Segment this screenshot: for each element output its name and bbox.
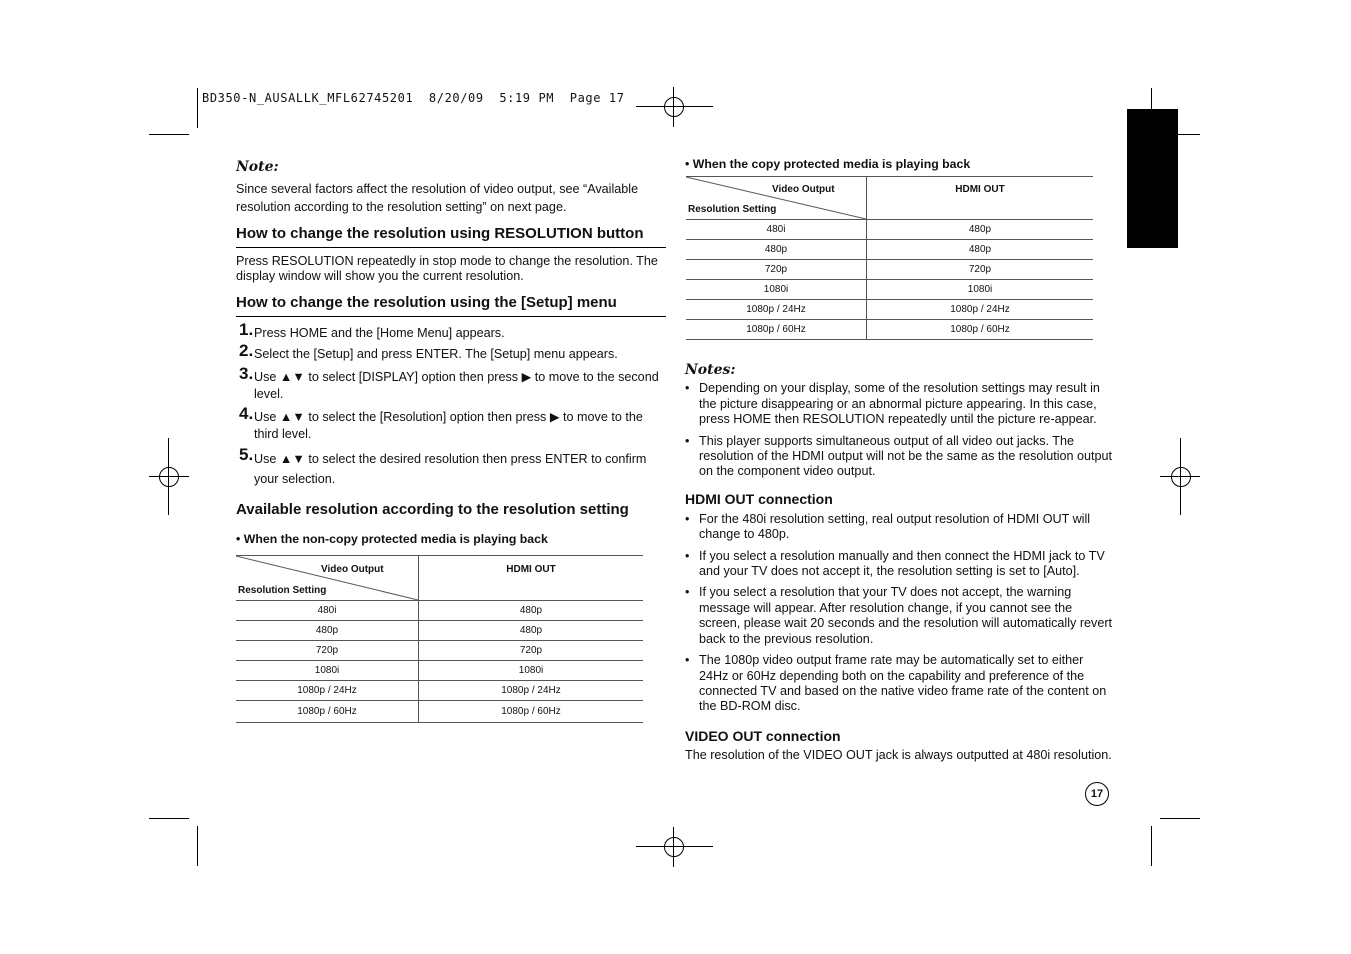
step-number: 2. xyxy=(239,341,254,360)
right-column xyxy=(685,363,1113,763)
header-hdmi-out: HDMI OUT xyxy=(867,177,1094,220)
hdmi-section-title: HDMI OUT connection xyxy=(685,490,833,507)
step-number: 3. xyxy=(239,363,254,383)
left-column xyxy=(236,160,666,547)
list-item: • This player supports simultaneous output of all video out jacks. The resolution of the HDMI output will not be the same as the resolution output on the component video output. xyxy=(685,434,1113,480)
step-text: Use ▲▼ to select the [Resolution] option then press ▶ to move to the third level. xyxy=(254,409,643,441)
table-row: 1080i 1080i xyxy=(686,280,1093,300)
table-caption-copy: • When the copy protected media is playing back xyxy=(685,157,971,171)
table-row: 1080p / 24Hz 1080p / 24Hz xyxy=(686,300,1093,320)
step-item xyxy=(236,319,666,342)
note-text: Since several factors affect the resolution of video output, see “Available resolution according to the resolution setting” on next page. xyxy=(236,181,639,214)
table-row: 1080p / 60Hz 1080p / 60Hz xyxy=(686,320,1093,340)
table-caption-noncopy: • When the non-copy protected media is playing back xyxy=(236,531,548,546)
video-out-text: The resolution of the VIDEO OUT jack is always outputted at 480i resolution. xyxy=(685,747,1112,762)
header-video-output: Video Output xyxy=(321,564,384,575)
resolution-table-copy xyxy=(686,176,1093,340)
list-item: • For the 480i resolution setting, real output resolution of HDMI OUT will change to 480p. xyxy=(685,512,1113,543)
section-title-resolution-button: How to change the resolution using RESOLUTION button xyxy=(236,224,666,248)
step-item xyxy=(236,403,666,443)
step-number: 4. xyxy=(239,403,254,423)
step-item xyxy=(236,341,666,363)
list-item: • If you select a resolution that your TV does not accept, the warning message will appear. After resolution change, if you cannot see the screen, please wait 20 seconds and the resolution will automatically revert back to the previous resolution. xyxy=(685,585,1113,647)
notes-title: Notes: xyxy=(685,362,736,378)
table-header-row xyxy=(236,556,643,601)
table-row: 480p 480p xyxy=(236,621,643,641)
page-number: 17 xyxy=(1085,782,1109,806)
list-item: • Depending on your display, some of the resolution settings may result in the picture disappearing or an abnormal picture appearing. In this case, press HOME then RESOLUTION repeatedly until the picture re-appear. xyxy=(685,381,1113,427)
header-resolution-setting: Resolution Setting xyxy=(688,204,777,215)
steps-list xyxy=(236,319,666,489)
notes-list xyxy=(685,381,1113,479)
header-resolution-setting: Resolution Setting xyxy=(238,585,327,596)
step-text: Use ▲▼ to select the desired resolution then press ENTER to confirm your selection. xyxy=(254,451,647,486)
table-row: 1080p / 60Hz 1080p / 60Hz xyxy=(236,701,643,723)
note-title: Note: xyxy=(236,159,279,175)
resolution-table-noncopy xyxy=(236,555,643,723)
section-text-resolution-button: Press RESOLUTION repeatedly in stop mode to change the resolution. The display window will show you the current resolution. xyxy=(236,253,658,283)
list-item: • The 1080p video output frame rate may be automatically set to either 24Hz or 60Hz depending both on the capability and preference of the connected TV and based on the native video frame rate of the content on the BD-ROM disc. xyxy=(685,653,1113,715)
table-row: 720p 720p xyxy=(236,641,643,661)
section-title-available-resolution: Available resolution according to the resolution setting xyxy=(236,500,629,518)
table-header-row xyxy=(686,177,1093,220)
chapter-tab xyxy=(1127,109,1178,248)
table-row: 480p 480p xyxy=(686,240,1093,260)
header-video-output: Video Output xyxy=(772,184,835,195)
step-text: Select the [Setup] and press ENTER. The [Setup] menu appears. xyxy=(254,347,618,361)
step-text: Press HOME and the [Home Menu] appears. xyxy=(254,325,505,340)
table-row: 480i 480p xyxy=(236,601,643,621)
table-row: 720p 720p xyxy=(686,260,1093,280)
step-item xyxy=(236,444,666,489)
step-number: 1. xyxy=(239,319,254,339)
step-text: Use ▲▼ to select [DISPLAY] option then press ▶ to move to the second level. xyxy=(254,369,659,401)
table-row: 1080i 1080i xyxy=(236,661,643,681)
list-item: • If you select a resolution manually and then connect the HDMI jack to TV and your TV does not accept it, the resolution setting is set to [Auto]. xyxy=(685,549,1113,580)
print-slug: BD350-N_AUSALLK_MFL62745201 8/20/09 5:19 PM Page 17 xyxy=(202,91,625,105)
step-item xyxy=(236,363,666,403)
table-row: 1080p / 24Hz 1080p / 24Hz xyxy=(236,681,643,701)
header-hdmi-out: HDMI OUT xyxy=(419,556,644,601)
video-out-section-title: VIDEO OUT connection xyxy=(685,727,841,744)
hdmi-bullet-list xyxy=(685,512,1113,715)
step-number: 5. xyxy=(239,444,254,464)
table-row: 480i 480p xyxy=(686,220,1093,240)
section-title-setup-menu: How to change the resolution using the [Setup] menu xyxy=(236,293,666,317)
